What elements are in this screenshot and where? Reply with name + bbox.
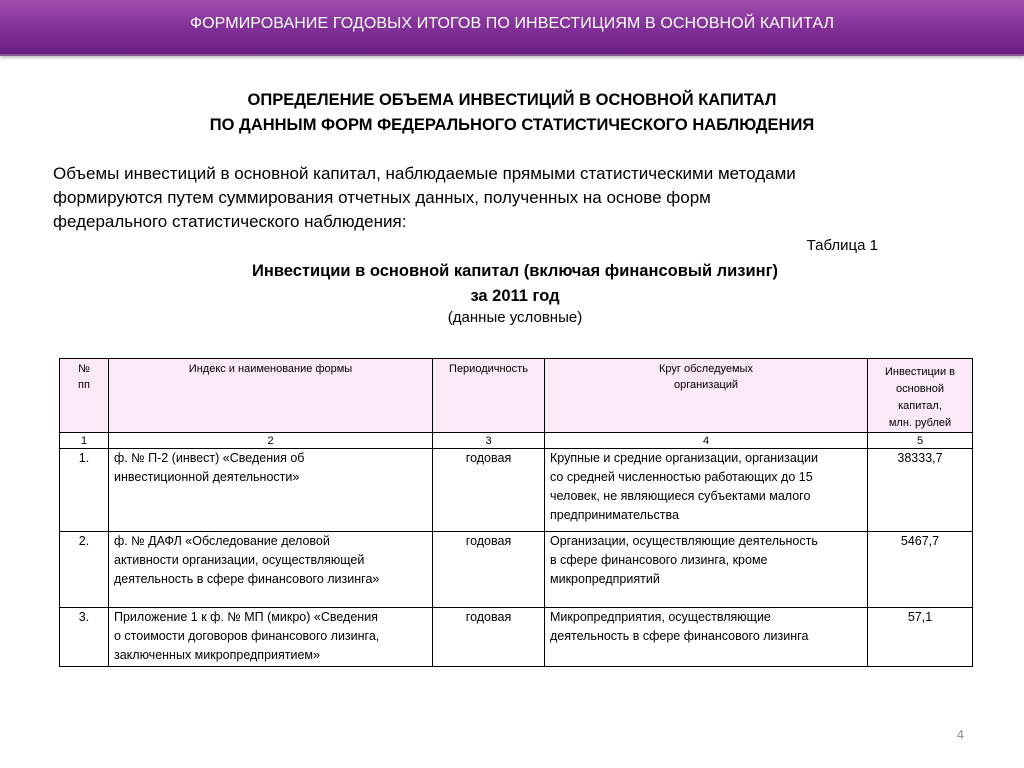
row-number: 1. bbox=[60, 449, 109, 532]
scope-line: деятельность в сфере финансового лизинга bbox=[550, 629, 809, 643]
header-periodicity: Периодичность bbox=[433, 359, 545, 433]
form-name-line: инвестиционной деятельности» bbox=[114, 470, 300, 484]
scope-line: со средней численностью работающих до 15 bbox=[550, 470, 813, 484]
form-name-cell bbox=[109, 449, 433, 532]
investment-value-cell: 38333,7 bbox=[868, 449, 973, 532]
intro-line-2: формируются путем суммирования отчетных данных, полученных на основе форм bbox=[53, 188, 711, 207]
header-number-line-1: № bbox=[78, 363, 90, 375]
table-row bbox=[60, 449, 973, 532]
intro-line-3: федерального статистического наблюдения: bbox=[53, 212, 407, 231]
scope-cell bbox=[545, 608, 868, 667]
page-title bbox=[0, 88, 1024, 138]
form-name-line: о стоимости договоров финансового лизинга, bbox=[114, 629, 380, 643]
periodicity-cell: годовая bbox=[433, 449, 545, 532]
table-title-line-2: за 2011 год bbox=[470, 287, 560, 305]
header-investments-line-1: Инвестиции в bbox=[885, 366, 955, 378]
form-name-line: заключенных микропредприятием» bbox=[114, 648, 320, 662]
column-number: 4 bbox=[545, 433, 868, 449]
header-scope-line-2: организаций bbox=[673, 379, 739, 391]
scope-line: человек, не являющиеся субъектами малого bbox=[550, 489, 811, 503]
header-investments-line-3: капитал, bbox=[898, 400, 942, 412]
form-name-cell bbox=[109, 608, 433, 667]
investment-table bbox=[59, 358, 973, 667]
scope-line: в сфере финансового лизинга, кроме bbox=[550, 553, 768, 567]
form-name-line: Приложение 1 к ф. № МП (микро) «Сведения bbox=[114, 610, 378, 624]
header-form-name: Индекс и наименование формы bbox=[109, 359, 433, 433]
header-number bbox=[60, 359, 109, 433]
scope-line: Микропредприятия, осуществляющие bbox=[550, 610, 771, 624]
header-title: ФОРМИРОВАНИЕ ГОДОВЫХ ИТОГОВ ПО ИНВЕСТИЦИЯМ В ОСНОВНОЙ КАПИТАЛ bbox=[189, 15, 835, 32]
form-name-line: ф. № П-2 (инвест) «Сведения об bbox=[114, 451, 305, 465]
header-number-line-2: пп bbox=[78, 379, 90, 391]
scope-cell bbox=[545, 449, 868, 532]
investment-value-cell: 57,1 bbox=[868, 608, 973, 667]
page-title-line-1: ОПРЕДЕЛЕНИЕ ОБЪЕМА ИНВЕСТИЦИЙ В ОСНОВНОЙ КАПИТАЛ bbox=[247, 91, 777, 109]
column-number-row bbox=[60, 433, 973, 449]
form-name-line: ф. № ДАФЛ «Обследование деловой bbox=[114, 534, 330, 548]
column-number: 3 bbox=[433, 433, 545, 449]
intro-paragraph bbox=[53, 162, 983, 234]
form-name-cell bbox=[109, 532, 433, 608]
periodicity-cell: годовая bbox=[433, 532, 545, 608]
header-scope bbox=[545, 359, 868, 433]
table-row bbox=[60, 608, 973, 667]
intro-line-1: Объемы инвестиций в основной капитал, наблюдаемые прямыми статистическими методами bbox=[53, 164, 796, 183]
header-investments-line-2: основной bbox=[896, 383, 944, 395]
table-note: (данные условные) bbox=[447, 309, 583, 326]
header-investments-line-4: млн. рублей bbox=[888, 417, 952, 429]
row-number: 2. bbox=[60, 532, 109, 608]
column-number: 1 bbox=[60, 433, 109, 449]
table-number: Таблица 1 bbox=[806, 237, 878, 254]
form-name-line: активности организации, осуществляющей bbox=[114, 553, 365, 567]
page-number: 4 bbox=[956, 727, 964, 742]
investment-value-cell: 5467,7 bbox=[868, 532, 973, 608]
slide-header bbox=[0, 0, 1024, 56]
table-header-row bbox=[60, 359, 973, 433]
periodicity-cell: годовая bbox=[433, 608, 545, 667]
scope-cell bbox=[545, 532, 868, 608]
column-number: 5 bbox=[868, 433, 973, 449]
table-title-line-1: Инвестиции в основной капитал (включая финансовый лизинг) bbox=[252, 262, 778, 280]
table-row bbox=[60, 532, 973, 608]
scope-line: Организации, осуществляющие деятельность bbox=[550, 534, 818, 548]
page-title-line-2: ПО ДАННЫМ ФОРМ ФЕДЕРАЛЬНОГО СТАТИСТИЧЕСКОГО НАБЛЮДЕНИЯ bbox=[209, 116, 815, 134]
header-scope-line-1: Круг обследуемых bbox=[659, 363, 753, 375]
column-number: 2 bbox=[109, 433, 433, 449]
header-investments bbox=[868, 359, 973, 433]
table-title bbox=[0, 259, 1024, 309]
form-name-line: деятельность в сфере финансового лизинга» bbox=[114, 572, 380, 586]
scope-line: предпринимательства bbox=[550, 508, 679, 522]
row-number: 3. bbox=[60, 608, 109, 667]
scope-line: микропредприятий bbox=[550, 572, 660, 586]
scope-line: Крупные и средние организации, организации bbox=[550, 451, 818, 465]
